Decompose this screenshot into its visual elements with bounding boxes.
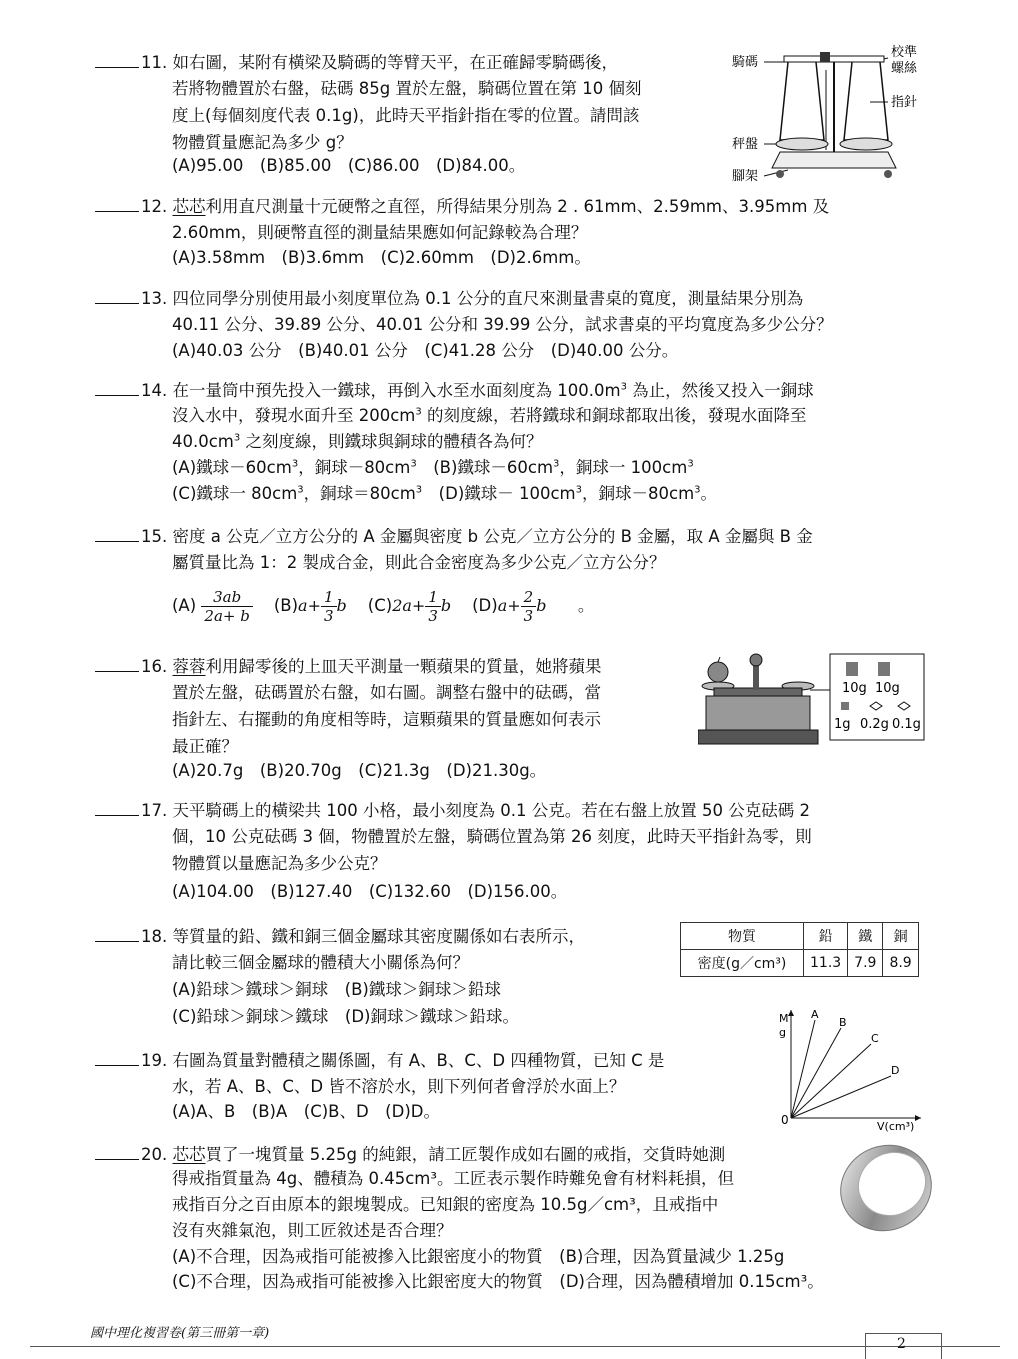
answer-blank[interactable] <box>95 522 139 542</box>
svg-text:A: A <box>811 1008 819 1021</box>
apple-icon <box>708 662 728 682</box>
svg-text:B: B <box>839 1016 847 1029</box>
svg-text:g: g <box>779 1026 786 1039</box>
svg-text:0.2g: 0.2g <box>860 717 889 732</box>
question-14: 14. 在一量筒中預先投入一鐵球，再倒入水至水面刻度為 $100.0m^3$ 為止，然後又投入一銅球 <box>95 376 814 405</box>
question-text: $40.0cm^3$ 之刻度線，則鐵球與銅球的體積各為何？ <box>172 432 543 451</box>
top-pan-balance-figure <box>698 650 928 755</box>
answer-blank[interactable] <box>95 652 139 672</box>
question-text: 度上(每個刻度代表 0.1g)，此時天平指針指在零的位置。請問該 <box>172 106 640 125</box>
svg-text:1g: 1g <box>834 717 851 732</box>
question-text: 置於左盤，砝碼置於右盤，如右圖。調整右盤中的砝碼，當 <box>172 683 601 702</box>
answer-blank[interactable] <box>95 1046 139 1066</box>
question-15: 15. 密度 a 公克／立方公分的 A 金屬與密度 b 公克／立方公分的 B 金屬，取 A 金屬與 B 金 <box>95 522 813 551</box>
mass-volume-graph <box>775 1006 925 1132</box>
ring-figure <box>830 1138 940 1236</box>
svg-text:0.1g: 0.1g <box>892 717 921 732</box>
svg-text:M: M <box>779 1012 789 1025</box>
question-text: 物體質量應記為多少 g？ <box>172 133 353 152</box>
footer-rule <box>30 1346 1000 1347</box>
options: (A)20.7g (B)20.70g (C)21.3g (D)21.30g。 <box>172 761 547 780</box>
svg-text:10g: 10g <box>842 681 867 696</box>
line-b <box>791 1028 841 1118</box>
answer-blank[interactable] <box>95 192 139 212</box>
options: (A)不合理，因為戒指可能被摻入比銀密度小的物質 (B)合理，因為質量減少 1.25g <box>172 1247 785 1266</box>
options: (A) $\frac{3ab}{2a+ b}$ (B)a+ $\frac{1}{3}$ b (C)2a+ $\frac{1}{3}$ b (D)a+ $\frac{2}{3}$ b 。 <box>172 588 595 625</box>
answer-blank[interactable] <box>95 796 139 816</box>
label-calib: 校準 <box>891 45 918 60</box>
question-text: 最正確？ <box>172 737 238 756</box>
student-name: 芯芯 <box>172 1145 206 1164</box>
label-screw: 螺絲 <box>891 61 918 76</box>
question-text: 屬質量比為 1：2 製成合金，則此合金密度為多少公克／立方公分？ <box>172 553 666 572</box>
question-18: 18. 等質量的鉛、鐵和銅三個金屬球其密度關係如右表所示， <box>95 922 585 951</box>
label-pan: 秤盤 <box>732 137 759 152</box>
question-text: 水，若 A、B、C、D 皆不溶於水，則下列何者會浮於水面上？ <box>172 1077 626 1096</box>
question-text: 沒有夾雜氣泡，則工匠敘述是否合理？ <box>172 1221 453 1240</box>
answer-blank[interactable] <box>95 922 139 942</box>
question-text: 如右圖，某附有橫梁及騎碼的等臂天平，在正確歸零騎碼後， <box>172 53 618 72</box>
question-17: 17. 天平騎碼上的橫梁共 100 小格，最小刻度為 0.1 公克。若在右盤上放置 50 公克砝碼 2 <box>95 796 810 825</box>
options: (A)鐵球$-60cm^3$，銅球$-80cm^3$ (B)鐵球$-60cm^3$，銅球一 $100cm^3$ <box>172 458 694 477</box>
line-c <box>791 1044 871 1118</box>
answer-blank[interactable] <box>95 284 139 304</box>
options: (C)鐵球一 $80cm^3$，銅球$=80cm^3$ (D)鐵球－ $100cm^3$，銅球$-80cm^3$。 <box>172 484 718 503</box>
question-20: 20. 芯芯買了一塊質量 5.25g 的純銀，請工匠製作成如右圖的戒指，交貨時她測 <box>95 1140 725 1169</box>
svg-text:10g: 10g <box>875 681 900 696</box>
question-text: 得戒指質量為 4g、體積為 0.45cm³。工匠表示製作時難免會有材料耗損，但 <box>172 1169 734 1188</box>
answer-blank[interactable] <box>95 376 139 396</box>
answer-blank[interactable] <box>95 48 139 68</box>
line-d <box>791 1076 891 1118</box>
label-pointer: 指針 <box>891 95 918 110</box>
page-number: 2 <box>897 1336 906 1352</box>
question-11: 11. 如右圖，某附有橫梁及騎碼的等臂天平，在正確歸零騎碼後， <box>95 48 618 77</box>
options: (A)40.03 公分 (B)40.01 公分 (C)41.28 公分 (D)40.00 公分。 <box>172 341 679 360</box>
svg-text:D: D <box>891 1064 900 1077</box>
question-text: 2.60mm，則硬幣直徑的測量結果應如何記錄較為合理？ <box>172 223 588 242</box>
options: (C)鉛球＞銅球＞鐵球 (D)銅球＞鐵球＞鉛球。 <box>172 1007 519 1026</box>
student-name: 蓉蓉 <box>172 657 206 676</box>
label-base: 腳架 <box>732 169 759 184</box>
answer-blank[interactable] <box>95 1140 139 1160</box>
label-rider: 騎碼 <box>732 55 759 70</box>
question-13: 13. 四位同學分別使用最小刻度單位為 0.1 公分的直尺來測量書桌的寬度，測量結果分別為 <box>95 284 803 313</box>
footer-title: 國中理化複習卷(第三冊第一章) <box>90 1326 270 1341</box>
options: (A)3.58mm (B)3.6mm (C)2.60mm (D)2.6mm。 <box>172 248 591 267</box>
density-table: 物質 鉛 鐵 銅 密度(g／cm³) 11.3 7.9 8.9 <box>680 922 919 977</box>
question-19: 19. 右圖為質量對體積之關係圖，有 A、B、C、D 四種物質，已知 C 是 <box>95 1046 664 1075</box>
options: (A)104.00 (B)127.40 (C)132.60 (D)156.00。 <box>172 882 568 901</box>
question-text: 個，10 公克砝碼 3 個，物體置於左盤，騎碼位置為第 26 刻度，此時天平指針為零，則 <box>172 827 812 846</box>
balance-figure <box>728 40 978 188</box>
options: (C)不合理，因為戒指可能被摻入比銀密度大的物質 (D)合理，因為體積增加 0.15cm³。 <box>172 1272 824 1291</box>
question-12: 12. 芯芯利用直尺測量十元硬幣之直徑，所得結果分別為 2 . 61mm、2.59mm、3.95mm 及 <box>95 192 829 221</box>
question-text: 物體質以量應記為多少公克？ <box>172 854 387 873</box>
student-name: 芯芯 <box>172 197 206 216</box>
question-text: 戒指百分之百由原本的銀塊製成。已知銀的密度為 10.5g／cm³，且戒指中 <box>172 1195 719 1214</box>
svg-text:V(cm³): V(cm³) <box>877 1120 915 1132</box>
svg-text:C: C <box>871 1032 879 1045</box>
options: (A)鉛球＞鐵球＞銅球 (B)鐵球＞銅球＞鉛球 <box>172 980 501 999</box>
question-text: 若將物體置於右盤，砝碼 85g 置於左盤，騎碼位置在第 10 個刻 <box>172 79 642 98</box>
question-text: 40.11 公分、39.89 公分、40.01 公分和 39.99 公分，試求書桌的平均寬度為多少公分？ <box>172 315 833 334</box>
options: (A)95.00 (B)85.00 (C)86.00 (D)84.00。 <box>172 156 526 175</box>
question-text: 沒入水中，發現水面升至 $200cm^3$ 的刻度線，若將鐵球和銅球都取出後，發現水面降至 <box>172 406 807 425</box>
options: (A)A、B (B)A (C)B、D (D)D。 <box>172 1102 440 1121</box>
question-text: 請比較三個金屬球的體積大小關係為何？ <box>172 953 469 972</box>
svg-text:0: 0 <box>781 1113 789 1127</box>
line-a <box>791 1020 815 1118</box>
question-16: 16. 蓉蓉利用歸零後的上皿天平測量一顆蘋果的質量，她將蘋果 <box>95 652 602 681</box>
question-text: 指針左、右擺動的角度相等時，這顆蘋果的質量應如何表示 <box>172 710 601 729</box>
